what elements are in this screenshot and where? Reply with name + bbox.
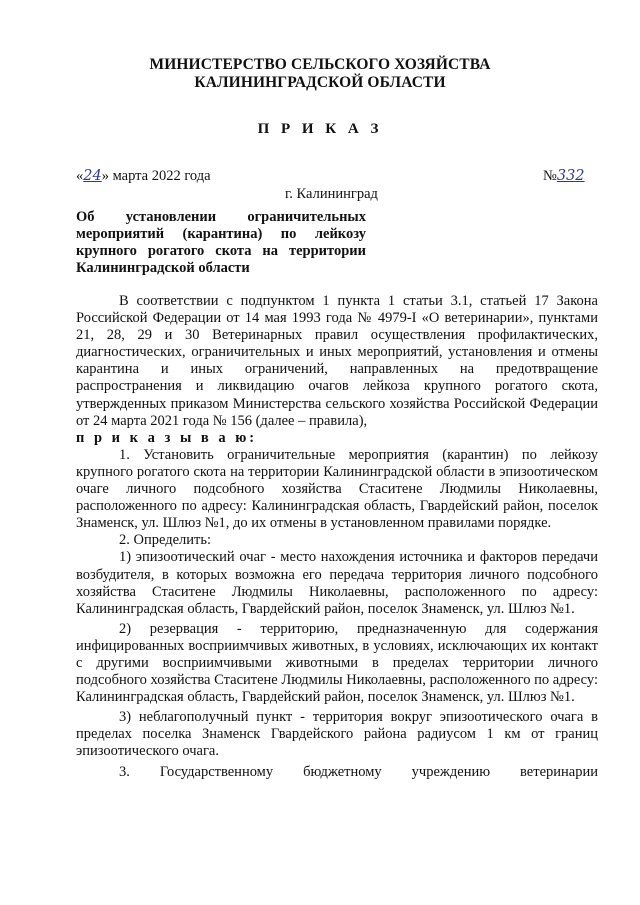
item-2-2-paragraph: 2) резервация - территорию, предназначенную для содержания инфицированных восприимчивых животных, в условиях, исключающих их контакт с другими восприимчивыми животными в пределах территории личного подсобного хозяйства Стаситене Людмилы Николаевны, расположенного по адресу: Калининградская область, Гвардейский район, поселок Знаменск, ул. Шлюз №1.: [76, 620, 598, 706]
number-value-handwritten: 332: [556, 168, 585, 184]
order-number: [543, 168, 585, 185]
order-word: п р и к а з ы в а ю:: [76, 429, 258, 446]
item-2-1-paragraph: 1) эпизоотический очаг - место нахождения источника и факторов передачи возбудителя, в которых возможна его передача территория личного подсобного хозяйства Стаситене Людмилы Николаевны, расположенного по адресу: Калининградская область, Гвардейский район, поселок Знаменск, ул. Шлюз №1.: [76, 549, 598, 617]
item-1-paragraph: 1. Установить ограничительные мероприятия (карантин) по лейкозу крупного рогатого скота на территории Калининградской области в эпизоотическом очаге личного подсобного хозяйства Стаситене Людмилы Николаевны, расположенного по адресу: Калининградская область, Гвардейский район, поселок Знаменск, ул. Шлюз №1, до их отмены в установленном правилами порядке.: [76, 446, 598, 532]
date-day-handwritten: 24: [83, 168, 102, 184]
order-date: [76, 168, 211, 185]
item-2-paragraph: 2. Определить:: [119, 532, 212, 549]
item-3-paragraph: 3. Государственному бюджетному учреждению ветеринарии: [119, 763, 598, 780]
order-subject: [76, 209, 366, 277]
preamble-text: В соответствии с подпунктом 1 пункта 1 статьи 3.1, статьей 17 Закона Российской Федерации от 14 мая 1993 года № 4979-I «О ветеринарии», пунктами 21, 28, 29 и 30 Ветеринарных правил осуществления профилактических, диагностических, ограничительных и иных мероприятий, установления и отмены карантина и иных ограничений, направленных на предотвращение распространения и ликвидацию очагов лейкоза крупного рогатого скота, утвержденных приказом Министерства сельского хозяйства Российской Федерации от 24 марта 2021 года № 156 (далее – правила),: [76, 293, 598, 429]
subject-line3: крупного рогатого скота на территории: [76, 243, 366, 259]
order-body: [76, 293, 598, 781]
ministry-header: [0, 56, 640, 92]
subject-line1: Об установлении ограничительных: [76, 209, 366, 225]
preamble-paragraph: [76, 293, 598, 447]
order-city: г. Калининград: [285, 186, 378, 202]
document-title: П Р И К А З: [257, 121, 383, 137]
date-open-quote: «: [76, 168, 84, 184]
date-month-year: марта 2022 года: [108, 168, 211, 184]
number-prefix: №: [543, 168, 557, 184]
ministry-name-line2: КАЛИНИНГРАДСКОЙ ОБЛАСТИ: [194, 74, 446, 91]
subject-line4: Калининградской области: [76, 260, 250, 276]
subject-line2: мероприятий (карантина) по лейкозу: [76, 226, 366, 242]
item-2-3-paragraph: 3) неблагополучный пункт - территория вокруг эпизоотического очага в пределах поселка Знаменск Гвардейского района радиусом 1 км от границ эпизоотического очага.: [76, 709, 598, 760]
date-close-quote: »: [101, 168, 109, 184]
ministry-name-line1: МИНИСТЕРСТВО СЕЛЬСКОГО ХОЗЯЙСТВА: [149, 56, 491, 73]
